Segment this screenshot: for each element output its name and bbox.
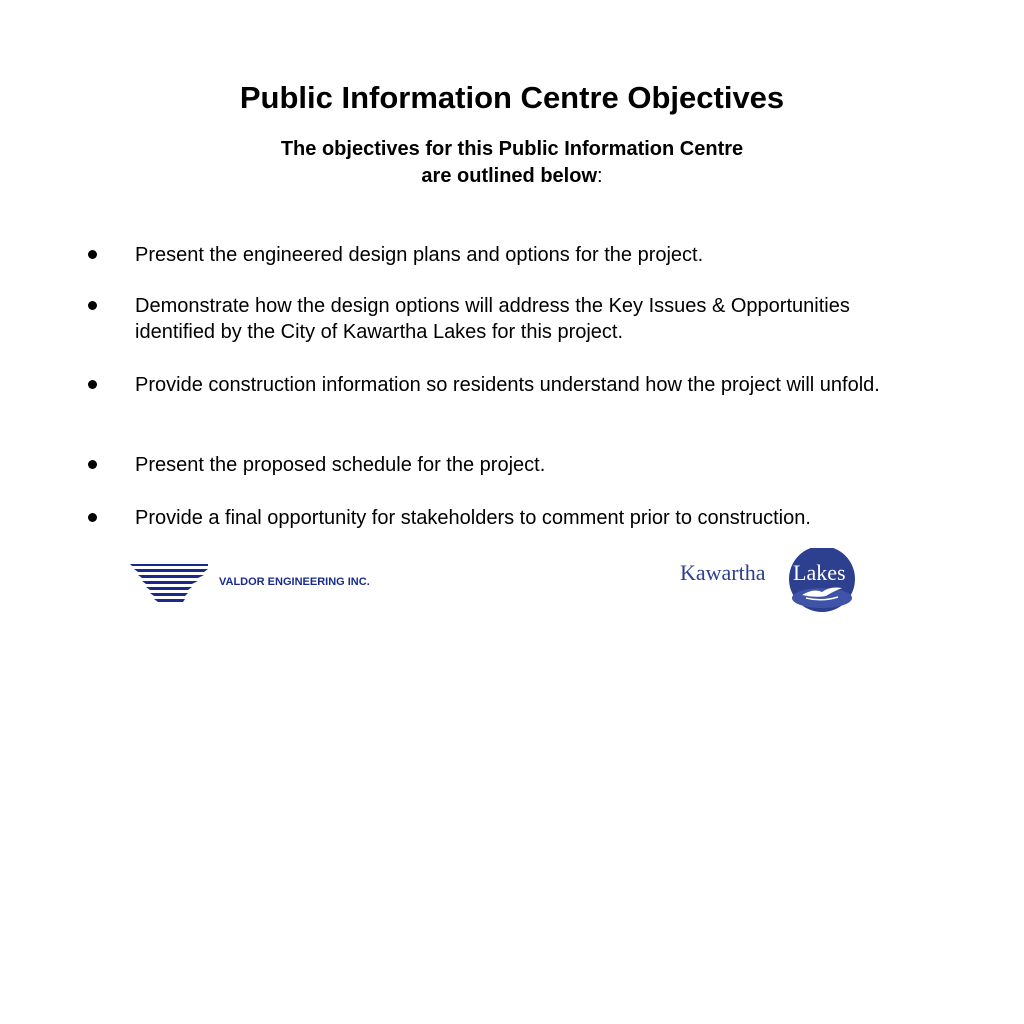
kawartha-lakes-logo-icon: [676, 548, 860, 612]
bullet-icon: [88, 460, 97, 469]
list-item-text: Provide construction information so residents understand how the project will unfold.: [135, 374, 880, 396]
list-item-text: Demonstrate how the design options will address the Key Issues & Opportunities identified by the City of Kawartha Lakes for this project.: [135, 295, 850, 343]
subtitle-line-1: The objectives for this Public Information Centre: [280, 138, 744, 160]
bullet-icon: [88, 513, 97, 522]
bullet-icon: [88, 301, 97, 310]
bullet-icon: [88, 250, 97, 259]
list-item-text: Provide a final opportunity for stakeholders to comment prior to construction.: [135, 507, 811, 529]
list-item-text: Present the engineered design plans and options for the project.: [135, 244, 704, 266]
page-title: Public Information Centre Objectives: [239, 80, 785, 115]
valdor-stripes-logo-icon: [128, 562, 210, 606]
list-item-text: Present the proposed schedule for the project.: [135, 454, 546, 476]
lakes-word: Lakes: [793, 560, 846, 585]
subtitle: [0, 136, 1024, 190]
subtitle-line-2: [0, 163, 1024, 190]
bullet-icon: [88, 380, 97, 389]
subtitle-line-2-text: are outlined below: [421, 165, 597, 187]
valdor-company-name: VALDOR ENGINEERING INC.: [219, 576, 370, 588]
subtitle-colon: :: [597, 165, 603, 187]
kawartha-word: Kawartha: [680, 560, 766, 585]
